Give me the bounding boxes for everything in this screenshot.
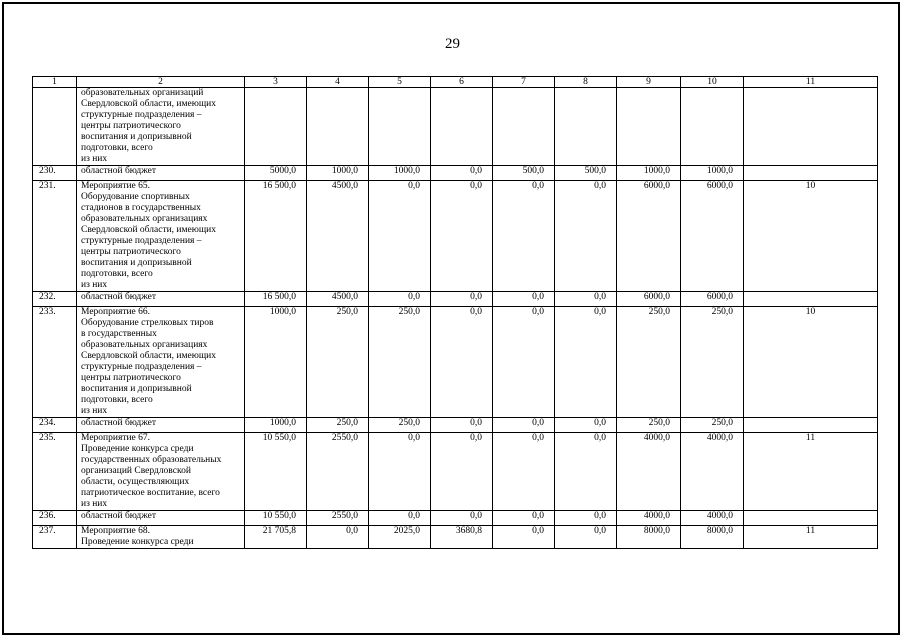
description-line: из них	[81, 280, 108, 290]
row-number: 232.	[33, 292, 77, 307]
description-line: областной бюджет	[81, 166, 157, 176]
row-description	[77, 307, 245, 418]
description-line: образовательных организациях	[81, 214, 208, 224]
row-number: 235.	[33, 433, 77, 511]
value-cell: 16 500,0	[245, 292, 307, 307]
value-cell: 0,0	[431, 292, 493, 307]
row-description	[77, 433, 245, 511]
value-cell: 0,0	[431, 166, 493, 181]
value-cell: 0,0	[307, 526, 369, 549]
value-cell: 0,0	[555, 511, 617, 526]
row-description	[77, 166, 245, 181]
table-row	[33, 433, 878, 511]
value-cell: 0,0	[431, 433, 493, 511]
value-cell: 0,0	[555, 418, 617, 433]
description-line: образовательных организаций	[81, 88, 204, 98]
table-row	[33, 292, 878, 307]
target-indicator	[744, 88, 878, 166]
description-line: областной бюджет	[81, 511, 157, 521]
description-line: Оборудование стрелковых тиров	[81, 318, 214, 328]
description-line: Мероприятие 68.	[81, 526, 151, 536]
description-line: воспитания и допризывной	[81, 384, 192, 394]
description-line: областной бюджет	[81, 418, 157, 428]
value-cell: 4000,0	[617, 511, 681, 526]
row-description	[77, 418, 245, 433]
value-cell	[369, 88, 431, 166]
value-cell: 1000,0	[681, 166, 744, 181]
value-cell: 2025,0	[369, 526, 431, 549]
value-cell: 0,0	[555, 181, 617, 292]
value-cell: 0,0	[493, 433, 555, 511]
value-cell: 0,0	[493, 181, 555, 292]
value-cell	[245, 88, 307, 166]
value-cell: 1000,0	[617, 166, 681, 181]
value-cell: 500,0	[493, 166, 555, 181]
value-cell: 250,0	[617, 418, 681, 433]
row-number	[33, 88, 77, 166]
description-line: Свердловской области, имеющих	[81, 351, 216, 361]
value-cell: 10 550,0	[245, 433, 307, 511]
table-body	[33, 88, 878, 549]
value-cell: 0,0	[431, 511, 493, 526]
value-cell: 1000,0	[245, 307, 307, 418]
value-cell	[617, 88, 681, 166]
column-header: 1	[33, 77, 77, 88]
description-line: Свердловской области, имеющих	[81, 99, 216, 109]
table-row	[33, 418, 878, 433]
column-header: 11	[744, 77, 878, 88]
target-indicator: 11	[744, 526, 878, 549]
target-indicator	[744, 418, 878, 433]
value-cell: 10 550,0	[245, 511, 307, 526]
description-line: из них	[81, 154, 108, 164]
header-row	[33, 77, 878, 88]
value-cell: 16 500,0	[245, 181, 307, 292]
row-description	[77, 292, 245, 307]
value-cell: 6000,0	[681, 181, 744, 292]
description-line: Оборудование спортивных	[81, 192, 190, 202]
target-indicator: 10	[744, 307, 878, 418]
value-cell: 4500,0	[307, 181, 369, 292]
value-cell: 0,0	[555, 433, 617, 511]
description-line: структурные подразделения –	[81, 110, 202, 120]
value-cell: 0,0	[369, 433, 431, 511]
row-description	[77, 88, 245, 166]
value-cell: 0,0	[493, 526, 555, 549]
description-line: Свердловской области, имеющих	[81, 225, 216, 235]
description-line: государственных образовательных	[81, 455, 222, 465]
row-description	[77, 181, 245, 292]
value-cell: 6000,0	[617, 181, 681, 292]
value-cell: 0,0	[555, 526, 617, 549]
value-cell: 6000,0	[617, 292, 681, 307]
column-header: 3	[245, 77, 307, 88]
budget-table	[32, 76, 878, 549]
description-line: структурные подразделения –	[81, 362, 202, 372]
value-cell: 1000,0	[369, 166, 431, 181]
description-line: воспитания и допризывной	[81, 132, 192, 142]
table-row	[33, 526, 878, 549]
value-cell	[493, 88, 555, 166]
row-number: 234.	[33, 418, 77, 433]
description-line: в государственных	[81, 329, 157, 339]
value-cell: 0,0	[493, 292, 555, 307]
value-cell: 0,0	[555, 307, 617, 418]
column-header: 5	[369, 77, 431, 88]
value-cell: 250,0	[369, 307, 431, 418]
description-line: воспитания и допризывной	[81, 258, 192, 268]
column-header: 10	[681, 77, 744, 88]
description-line: Проведение конкурса среди	[81, 537, 194, 547]
value-cell: 250,0	[681, 418, 744, 433]
target-indicator	[744, 511, 878, 526]
column-header: 2	[77, 77, 245, 88]
description-line: Мероприятие 66.	[81, 307, 151, 317]
description-line: центры патриотического	[81, 373, 181, 383]
table-row	[33, 166, 878, 181]
description-line: центры патриотического	[81, 247, 181, 257]
value-cell: 1000,0	[307, 166, 369, 181]
description-line: Проведение конкурса среди	[81, 444, 194, 454]
value-cell: 0,0	[431, 307, 493, 418]
description-line: центры патриотического	[81, 121, 181, 131]
value-cell: 21 705,8	[245, 526, 307, 549]
value-cell: 0,0	[493, 307, 555, 418]
description-line: подготовки, всего	[81, 395, 153, 405]
target-indicator: 11	[744, 433, 878, 511]
value-cell: 4000,0	[681, 433, 744, 511]
description-line: организаций Свердловской	[81, 466, 191, 476]
table-row	[33, 307, 878, 418]
value-cell: 0,0	[369, 181, 431, 292]
description-line: Мероприятие 65.	[81, 181, 151, 191]
table-row	[33, 88, 878, 166]
column-header: 6	[431, 77, 493, 88]
value-cell: 250,0	[617, 307, 681, 418]
value-cell: 1000,0	[245, 418, 307, 433]
description-line: патриотическое воспитание, всего	[81, 488, 220, 498]
value-cell: 4500,0	[307, 292, 369, 307]
column-header: 4	[307, 77, 369, 88]
column-header: 7	[493, 77, 555, 88]
description-line: из них	[81, 406, 108, 416]
row-number: 230.	[33, 166, 77, 181]
value-cell: 2550,0	[307, 511, 369, 526]
value-cell: 3680,8	[431, 526, 493, 549]
value-cell: 4000,0	[617, 433, 681, 511]
page-number: 29	[445, 36, 460, 52]
value-cell: 250,0	[307, 418, 369, 433]
value-cell: 500,0	[555, 166, 617, 181]
value-cell: 0,0	[493, 511, 555, 526]
description-line: подготовки, всего	[81, 269, 153, 279]
column-header: 9	[617, 77, 681, 88]
row-number: 236.	[33, 511, 77, 526]
value-cell: 0,0	[493, 418, 555, 433]
table-row	[33, 181, 878, 292]
description-line: подготовки, всего	[81, 143, 153, 153]
row-number: 231.	[33, 181, 77, 292]
value-cell: 0,0	[555, 292, 617, 307]
value-cell: 4000,0	[681, 511, 744, 526]
value-cell	[307, 88, 369, 166]
value-cell: 250,0	[681, 307, 744, 418]
value-cell: 0,0	[431, 418, 493, 433]
description-line: области, осуществляющих	[81, 477, 190, 487]
value-cell: 5000,0	[245, 166, 307, 181]
value-cell: 0,0	[369, 511, 431, 526]
value-cell	[681, 88, 744, 166]
column-header: 8	[555, 77, 617, 88]
row-number: 233.	[33, 307, 77, 418]
description-line: стадионов в государственных	[81, 203, 201, 213]
row-description	[77, 526, 245, 549]
target-indicator: 10	[744, 181, 878, 292]
value-cell: 8000,0	[681, 526, 744, 549]
description-line: образовательных организациях	[81, 340, 208, 350]
value-cell: 8000,0	[617, 526, 681, 549]
value-cell: 6000,0	[681, 292, 744, 307]
target-indicator	[744, 292, 878, 307]
row-number: 237.	[33, 526, 77, 549]
value-cell	[555, 88, 617, 166]
description-line: областной бюджет	[81, 292, 157, 302]
target-indicator	[744, 166, 878, 181]
description-line: Мероприятие 67.	[81, 433, 151, 443]
description-line: из них	[81, 499, 108, 509]
value-cell: 2550,0	[307, 433, 369, 511]
description-line: структурные подразделения –	[81, 236, 202, 246]
value-cell: 250,0	[369, 418, 431, 433]
value-cell: 0,0	[369, 292, 431, 307]
row-description	[77, 511, 245, 526]
value-cell	[431, 88, 493, 166]
value-cell: 0,0	[431, 181, 493, 292]
value-cell: 250,0	[307, 307, 369, 418]
table-row	[33, 511, 878, 526]
